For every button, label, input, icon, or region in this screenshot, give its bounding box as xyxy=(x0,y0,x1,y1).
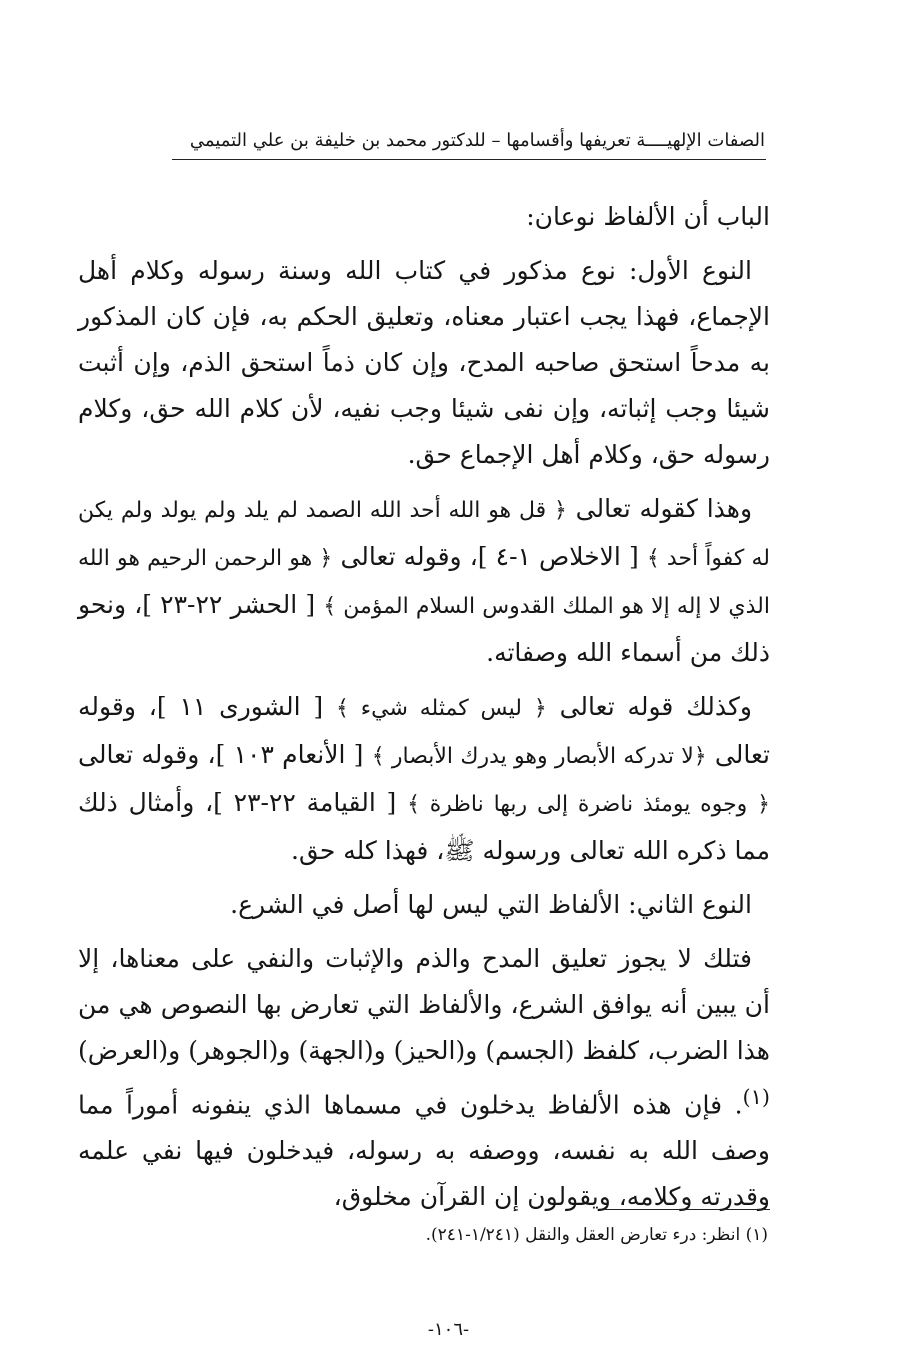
paragraph-intro: الباب أن الألفاظ نوعان: xyxy=(526,202,770,231)
header-rule xyxy=(172,159,766,160)
verse-reference: [ الشورى ١١ ]، وقوله تعالى xyxy=(78,692,771,769)
verse-reference: [ الحشر ٢٢-٢٣ ]، ونحو ذلك من أسماء الله وصفاته. xyxy=(78,590,770,667)
quran-verse: ﴿ هو الرحمن الرحيم هو الله الذي لا إله إلا هو الملك القدوس السلام المؤمن ﴾ xyxy=(78,546,770,619)
paragraph-shura-example xyxy=(78,684,770,874)
paragraph-text: وكذلك قوله تعالى xyxy=(559,692,752,721)
footnote-rule xyxy=(602,1209,770,1210)
paragraph-first-type: النوع الأول: نوع مذكور في كتاب الله وسنة رسوله وكلام أهل الإجماع، فهذا يجب اعتبار معناه، وتعليق الحكم به، فإن كان المذكور به مدحاً استحق صاحبه المدح، وإن كان ذماً استحق الذم، وإن أثبت شيئا وجب إثباته، وإن نفى شيئا وجب نفيه، لأن كلام الله حق، وكلام رسوله حق، وكلام أهل الإجماع حق. xyxy=(78,256,770,469)
verse-reference: [ الاخلاص ١-٤ ]، وقوله تعالى xyxy=(340,542,639,571)
quran-verse: ﴿لا تدركه الأبصار وهو يدرك الأبصار ﴾ xyxy=(371,744,707,769)
verse-reference: [ القيامة ٢٢-٢٣ ]، وأمثال ذلك مما ذكره الله تعالى ورسوله ﷺ، فهذا كله حق. xyxy=(78,788,770,865)
page-number: -١٠٦- xyxy=(427,1319,470,1340)
quran-verse: ﴿ ليس كمثله شيء ﴾ xyxy=(336,696,547,721)
footnote: (١) انظر: درء تعارض العقل والنقل (١/٢٤١-٢٤١). xyxy=(425,1225,768,1245)
verse-reference: [ الأنعام ١٠٣ ]، وقوله تعالى xyxy=(78,740,364,769)
paragraph-text: فتلك لا يجوز تعليق المدح والذم والإثبات والنفي على معناها، إلا أن يبين أنه يوافق الشرع، والألفاظ التي تعارض بها النصوص هي من هذا الضرب، كلفظ (الجسم) و(الحيز) و(الجهة) و(الجوهر) و(العرض) xyxy=(78,944,770,1065)
body-text xyxy=(78,194,770,1228)
paragraph-ikhlas-example xyxy=(78,486,770,676)
paragraph-text: . فإن هذه الألفاظ يدخلون في مسماها الذي ينفونه أموراً مما وصف الله به نفسه، ووصفه به رسوله، فيدخلون فيها نفي علمه وقدرته وكلامه، ويقولون إن القرآن مخلوق، xyxy=(78,1090,770,1212)
paragraph-second-type: النوع الثاني: الألفاظ التي ليس لها أصل في الشرع. xyxy=(230,890,752,919)
quran-verse: ﴿ قل هو الله أحد الله الصمد لم يلد ولم يولد ولم يكن له كفواً أحد ﴾ xyxy=(78,498,771,571)
paragraph-second-type-detail xyxy=(78,936,770,1220)
quran-verse: ﴿ وجوه يومئذ ناضرة إلى ربها ناظرة ﴾ xyxy=(407,792,770,817)
footnote-reference[interactable]: (١) xyxy=(742,1085,770,1109)
running-header: الصفات الإلهيــــة تعريفها وأقسامها – للدكتور محمد بن خليفة بن علي التميمي xyxy=(189,130,765,151)
paragraph-text: وهذا كقوله تعالى xyxy=(575,494,753,523)
